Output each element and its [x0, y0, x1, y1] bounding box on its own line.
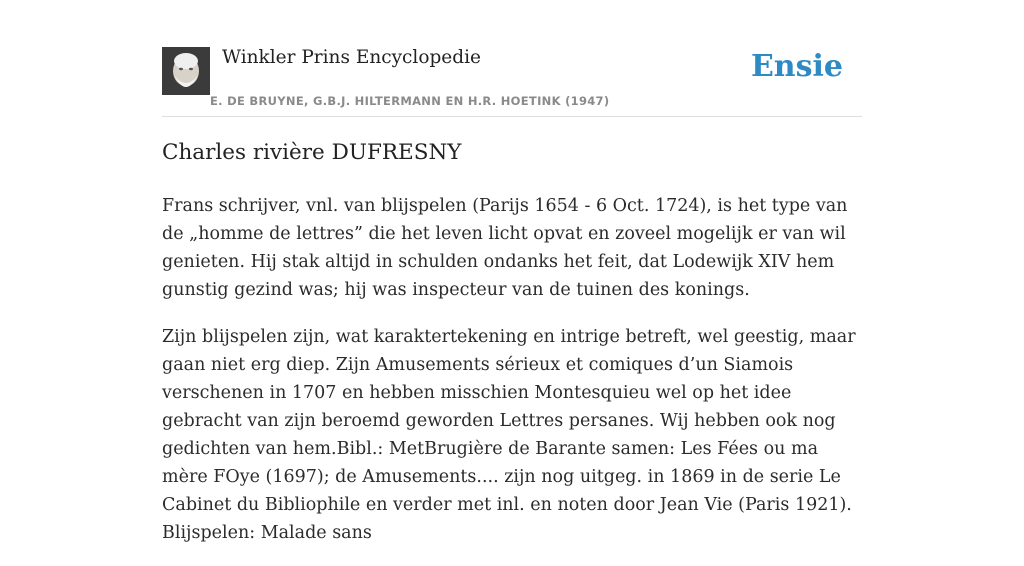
author-portrait-icon — [162, 47, 210, 95]
author-avatar — [162, 47, 210, 95]
article-paragraph: Zijn blijspelen zijn, wat karaktertekening en intrige betreft, wel geestig, maar gaan niet erg diep. Zijn Amusements sérieux et comiques d’un Siamois verschenen in 1707 en hebben misschien Montesquieu wel op het idee gebracht van zijn beroemd geworden Lettres persanes. Wij hebben ook nog gedichten van hem.Bibl.: MetBrugière de Barante samen: Les Fées ou ma mère FOye (1697); de Amusements.... zijn nog uitgeg. in 1869 in de serie Le Cabinet du Bibliophile en verder met inl. en noten door Jean Vie (Paris 1921). Blijspelen: Malade sans — [162, 327, 856, 543]
article-body — [162, 192, 866, 566]
publication-authors: E. DE BRUYNE, G.B.J. HILTERMANN EN H.R. HOETINK (1947) — [210, 94, 610, 108]
publication-header — [162, 44, 862, 117]
publication-title[interactable]: Winkler Prins Encyclopedie — [222, 47, 481, 68]
brand-logo-link[interactable]: Ensie — [750, 49, 843, 84]
article-title: Charles rivière DUFRESNY — [162, 140, 462, 165]
article-paragraph: Frans schrijver, vnl. van blijspelen (Parijs 1654 - 6 Oct. 1724), is het type van de „homme de lettres” die het leven licht opvat en zoveel mogelijk er van wil genieten. Hij stak altijd in schulden ondanks het feit, dat Lodewijk XIV hem gunstig gezind was; hij was inspecteur van de tuinen des konings. — [162, 196, 848, 300]
